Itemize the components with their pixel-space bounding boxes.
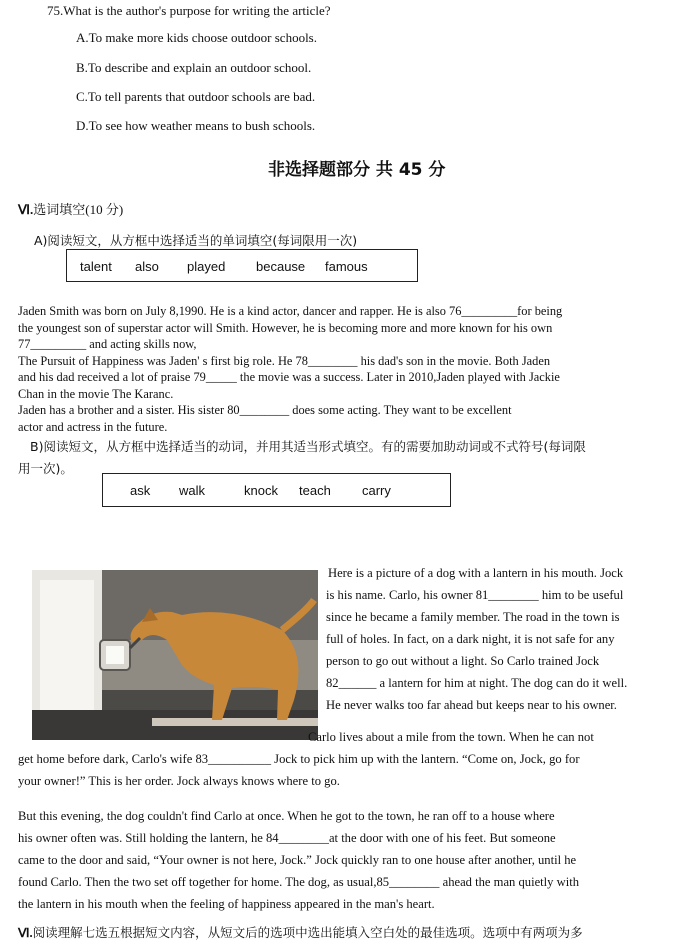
- dog-with-lantern-photo: [32, 570, 318, 740]
- word-box-a-item: talent: [80, 259, 112, 274]
- passage-a-line: Chan in the movie The Karanc.: [18, 386, 174, 401]
- word-box-b-item: knock: [244, 483, 278, 498]
- passage-b-line: the lantern in his mouth when the feeling of happiness appeared in the man's heart.: [18, 897, 435, 911]
- passage-a-line: The Pursuit of Happiness was Jaden' s first big role. He 78________ his dad's son in the movie. Both Jaden: [18, 353, 551, 368]
- word-box-a-item: played: [187, 259, 226, 274]
- passage-b-line: person to go out without a light. So Carlo trained Jock: [326, 654, 600, 668]
- passage-b-line: He never walks too far ahead but keeps near to his owner.: [326, 698, 617, 712]
- passage-b-line: your owner!” This is her order. Jock always knows where to go.: [18, 774, 340, 788]
- passage-a-line: Jaden has a brother and a sister. His sister 80________ does some acting. They want to be excellent: [18, 403, 512, 417]
- part-b-instruction-1: B)阅读短文，从方框中选择适当的动词，并用其适当形式填空。有的需要加助动词或不式符号(每词限: [30, 439, 586, 454]
- word-box-b-item: teach: [299, 483, 331, 498]
- passage-b-continuation: [18, 726, 594, 792]
- passage-b-right-column: [326, 562, 627, 716]
- option-a: A.To make more kids choose outdoor schools.: [76, 30, 317, 45]
- passage-b-line: came to the door and said, “Your owner is not here, Jock.” Jock quickly ran to one house after another, until he: [18, 853, 577, 867]
- passage-b-line: is his name. Carlo, his owner 81________ him to be useful: [326, 588, 624, 602]
- word-box-a-item: because: [256, 259, 306, 274]
- passage-b-line: found Carlo. Then the two set off together for home. The dog, as usual,85________ ahead the man quietly with: [18, 875, 580, 889]
- part-a-instruction: A)阅读短文，从方框中选择适当的单词填空(每词限用一次): [34, 233, 358, 248]
- option-b: B.To describe and explain an outdoor school.: [76, 60, 312, 75]
- word-box-b: [102, 473, 451, 507]
- passage-b-paragraph-3: [18, 805, 579, 915]
- dog-with-lantern-illustration: [32, 570, 318, 740]
- passage-b-line: since he became a family member. The road in the town is: [326, 610, 620, 624]
- passage-a-line: Jaden Smith was born on July 8,1990. He is a kind actor, dancer and rapper. He is also 76_________for being: [18, 304, 563, 318]
- part-7-heading: [18, 923, 583, 941]
- passage-a-line: the youngest son of superstar actor will Smith. However, he is becoming more and more known for his own: [18, 320, 553, 335]
- word-box-a-item: also: [135, 259, 159, 274]
- passage-a: [18, 303, 562, 435]
- part-b-instruction-2: 用一次)。: [18, 461, 73, 476]
- word-box-b-item: ask: [130, 483, 151, 498]
- passage-a-line: and his dad received a lot of praise 79_____ the movie was a success. Later in 2010,Jaden played with Jackie: [18, 370, 560, 384]
- section-heading: 非选择题部分 共 45 分: [268, 160, 446, 180]
- passage-b-line: Carlo lives about a mile from the town. When he can not: [308, 730, 594, 744]
- passage-a-line: actor and actress in the future.: [18, 419, 168, 434]
- word-box-b-item: carry: [362, 483, 391, 498]
- passage-b-line: get home before dark, Carlo's wife 83__________ Jock to pick him up with the lantern. “Come on, Jock, go for: [18, 752, 580, 766]
- passage-b-line: full of holes. In fact, on a dark night, it is not safe for any: [326, 632, 615, 646]
- option-c: C.To tell parents that outdoor schools are bad.: [76, 89, 316, 104]
- part-7-numeral: Ⅵ.: [18, 926, 33, 940]
- passage-b-line: But this evening, the dog couldn't find Carlo at once. When he got to the town, he ran off to a house where: [18, 809, 555, 823]
- word-box-b-item: walk: [179, 483, 206, 498]
- part-6-label: 选词填空(10 分): [33, 202, 124, 217]
- passage-b-line: his owner often was. Still holding the lantern, he 84________at the door with one of his feet. But someone: [18, 831, 556, 845]
- question-75-stem: 75.What is the author's purpose for writing the article?: [47, 3, 331, 18]
- word-box-a: [66, 249, 418, 282]
- passage-b-line: 82______ a lantern for him at night. The dog can do it well.: [326, 676, 628, 690]
- word-box-a-item: famous: [325, 259, 368, 274]
- passage-b-line: Here is a picture of a dog with a lantern in his mouth. Jock: [328, 566, 624, 580]
- part-7-text: 阅读理解七选五根据短文内容，从短文后的选项中选出能填入空白处的最佳选项。选项中有两项为多: [32, 925, 583, 940]
- part-6-title: [18, 199, 123, 218]
- passage-a-line: 77_________ and acting skills now,: [18, 337, 197, 351]
- option-d: D.To see how weather means to bush schools.: [76, 118, 316, 133]
- part-6-numeral: Ⅵ.: [18, 202, 34, 217]
